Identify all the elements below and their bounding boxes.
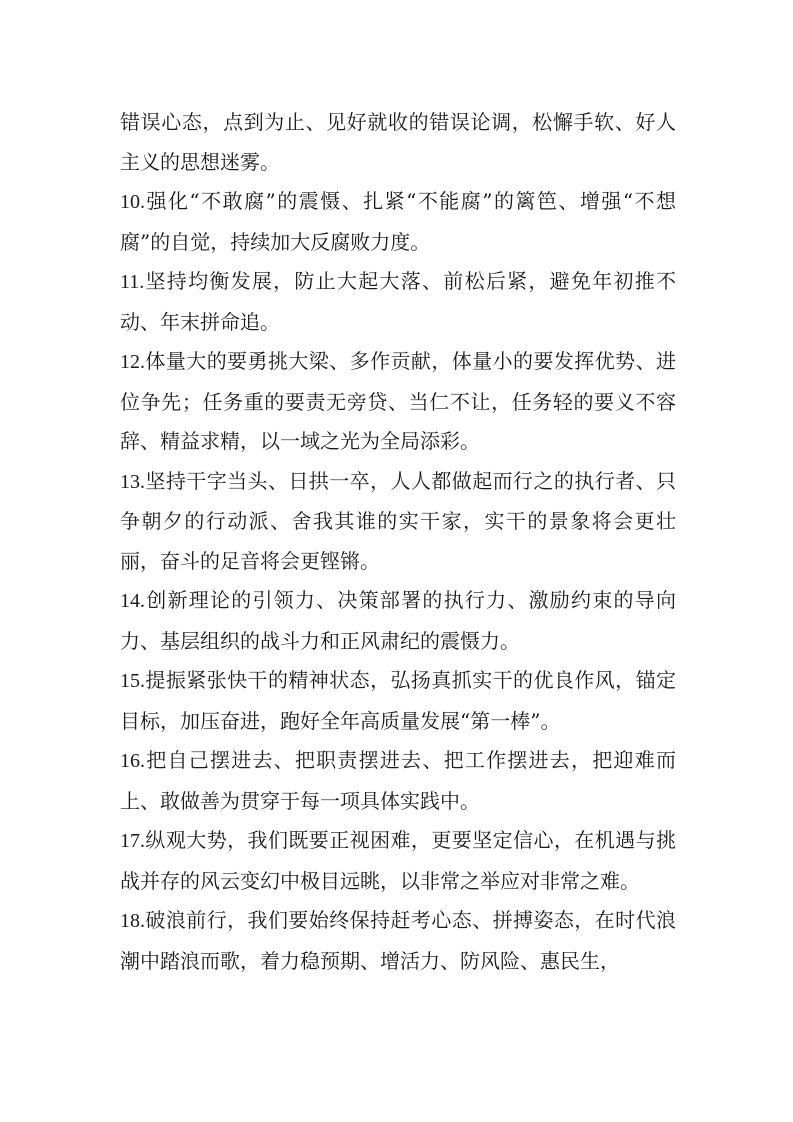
- paragraph-continued: [120, 103, 676, 182]
- paragraph-item-16: [120, 741, 676, 821]
- item-number: 14.: [120, 590, 145, 612]
- paragraph-text: 把自己摆进去、把职责摆进去、把工作摆进去，把迎难而上、敢做善为贯穿于每一项具体实践中。: [120, 748, 676, 813]
- paragraph-text: 破浪前行，我们要始终保持赶考心态、拼搏姿态，在时代浪潮中踏浪而歌，着力稳预期、增活力、防风险、惠民生，: [120, 908, 676, 973]
- paragraph-text: 体量大的要勇挑大梁、多作贡献，体量小的要发挥优势、进位争先；任务重的要责无旁贷、当仁不让，任务轻的要义不容辞、精益求精，以一域之光为全局添彩。: [120, 349, 676, 453]
- paragraph-item-14: [120, 581, 676, 661]
- item-number: 12.: [120, 351, 145, 373]
- item-number: 18.: [120, 910, 145, 932]
- item-number: 17.: [120, 830, 145, 852]
- item-number: 11.: [120, 271, 145, 293]
- paragraph-item-12: [120, 342, 676, 462]
- item-number: 15.: [120, 670, 145, 692]
- paragraph-text: 提振紧张快干的精神状态，弘扬真抓实干的优良作风，锚定目标，加压奋进，跑好全年高质量发展“第一棒”。: [120, 668, 676, 733]
- paragraph-text: 错误心态，点到为止、见好就收的错误论调，松懈手软、好人主义的思想迷雾。: [120, 110, 676, 174]
- item-number: 16.: [120, 750, 145, 772]
- paragraph-text: 创新理论的引领力、决策部署的执行力、激励约束的导向力、基层组织的战斗力和正风肃纪的震慑力。: [120, 588, 676, 653]
- paragraph-item-11: [120, 262, 676, 342]
- item-number: 13.: [120, 470, 145, 493]
- paragraph-text: 坚持干字当头、日拱一卒，人人都做起而行之的执行者、只争朝夕的行动派、舍我其谁的实干家，实干的景象将会更壮丽，奋斗的足音将会更铿锵。: [120, 468, 676, 573]
- paragraph-item-10: [120, 182, 676, 262]
- paragraph-item-18: [120, 901, 676, 981]
- item-number: 10.: [120, 191, 145, 213]
- paragraph-text: 纵观大势，我们既要正视困难，更要坚定信心，在机遇与挑战并存的风云变幻中极目远眺，以非常之举应对非常之难。: [120, 828, 676, 893]
- paragraph-text: 坚持均衡发展，防止大起大落、前松后紧，避免年初推不动、年末拼命追。: [120, 269, 676, 334]
- paragraph-item-17: [120, 821, 676, 901]
- paragraph-text: 强化“不敢腐”的震慑、扎紧“不能腐”的篱笆、增强“不想腐”的自觉，持续加大反腐败力度。: [120, 189, 676, 254]
- paragraph-item-13: [120, 462, 676, 582]
- document-body: [120, 103, 676, 981]
- paragraph-item-15: [120, 661, 676, 741]
